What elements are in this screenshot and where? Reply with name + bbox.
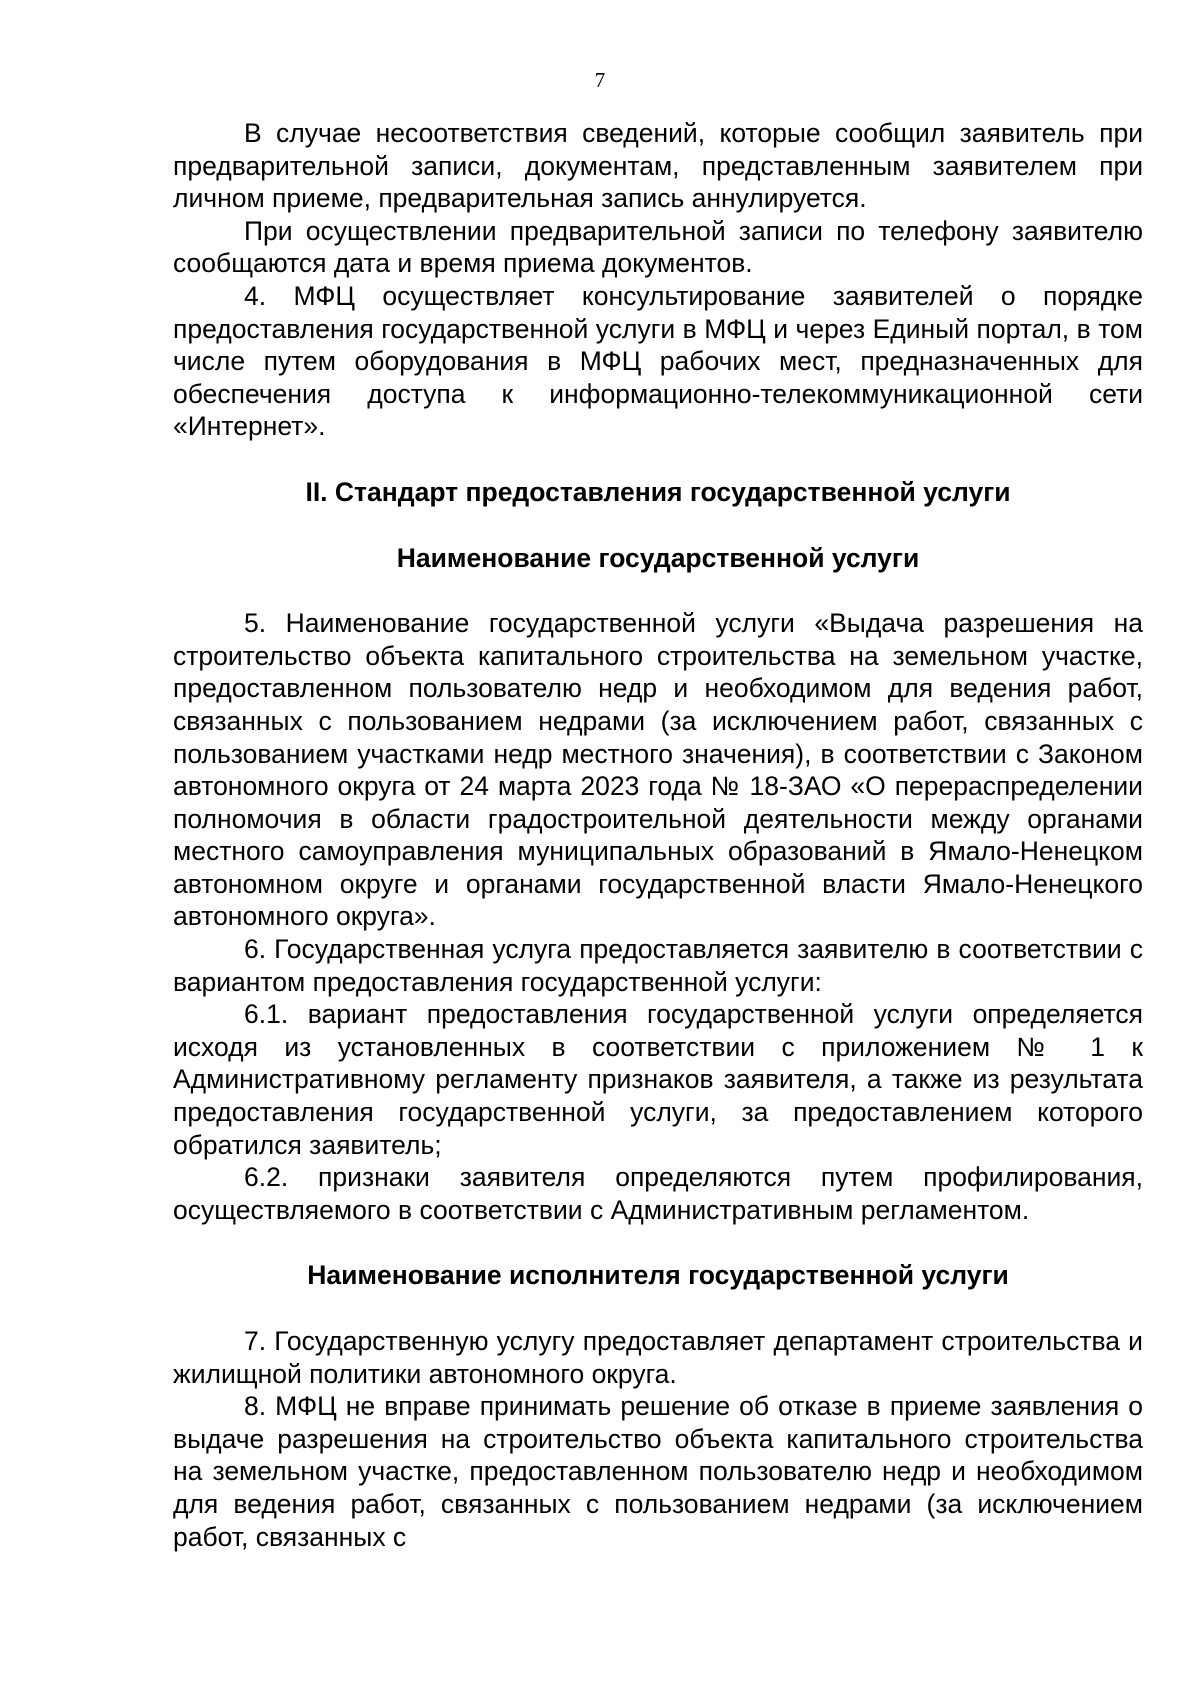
paragraph: В случае несоответствия сведений, которые сообщил заявитель при предварительной записи, документам, представленным заявителем при личном приеме, предварительная запись аннулируется. (173, 118, 1143, 214)
paragraph: 6. Государственная услуга предоставляется заявителю в соответствии с вариантом предоставления государственной услуги: (173, 934, 1143, 997)
section-heading: II. Стандарт предоставления государственной услуги (305, 476, 1011, 507)
paragraph: 6.2. признаки заявителя определяются путем профилирования, осуществляемого в соответствии с Административным регламентом. (173, 1162, 1143, 1225)
paragraph: При осуществлении предварительной записи по телефону заявителю сообщаются дата и время приема документов. (173, 215, 1143, 279)
paragraph: 6.1. вариант предоставления государственной услуги определяется исходя из установленных в соответствии с приложением № 1 к Административному регламенту признаков заявителя, а также из результата предоставления государственной услуги, за предоставлением которого обратился заявитель; (173, 999, 1143, 1160)
page-number: 7 (594, 68, 606, 92)
paragraph: 5. Наименование государственной услуги «Выдача разрешения на строительство объекта капитального строительства на земельном участке, предоставленном пользователю недр и необходимом для ведения работ, связанных с пользованием недрами (за исключением работ, связанных с пользованием участками недр местного значения), в соответствии с Законом автономного округа от 24 марта 2023 года № 18-ЗАО «О перераспределении полномочия в области градостроительной деятельности между органами местного самоуправления муниципальных образований в Ямало-Ненецком автономном округе и органами государственной власти Ямало-Ненецкого автономного округа». (173, 608, 1143, 932)
paragraph: 4. МФЦ осуществляет консультирование заявителей о порядке предоставления государственной услуги в МФЦ и через Единый портал, в том числе путем оборудования в МФЦ рабочих мест, предназначенных для обеспечения доступа к информационно-телекоммуникационной сети «Интернет». (173, 280, 1143, 442)
subsection-heading: Наименование государственной услуги (396, 542, 920, 573)
document-body (173, 117, 1143, 1553)
subsection-heading: Наименование исполнителя государственной услуги (307, 1260, 1009, 1291)
paragraph: 8. МФЦ не вправе принимать решение об отказе в приеме заявления о выдаче разрешения на строительство объекта капитального строительства на земельном участке, предоставленном пользователю недр и необходимом для ведения работ, связанных с пользованием недрами (за исключением работ, связанных с (173, 1391, 1143, 1552)
paragraph: 7. Государственную услугу предоставляет департамент строительства и жилищной политики автономного округа. (173, 1326, 1143, 1389)
